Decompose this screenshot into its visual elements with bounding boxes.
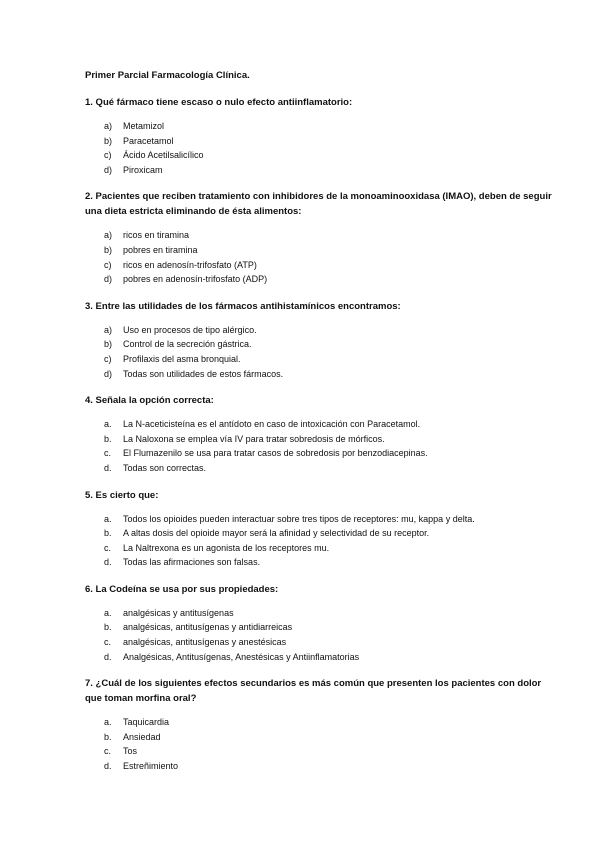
- answer-option: [85, 134, 560, 149]
- question-stem: 1. Qué fármaco tiene escaso o nulo efecto antiinflamatorio:: [85, 97, 353, 108]
- answer-option: [85, 730, 560, 745]
- question-2: [85, 189, 560, 286]
- answer-option: [85, 620, 560, 635]
- option-marker: a.: [104, 419, 112, 430]
- option-marker: d): [104, 274, 113, 285]
- option-marker: d.: [104, 761, 112, 772]
- option-text: Todas son correctas.: [123, 462, 207, 473]
- question-stem: 5. Es cierto que:: [85, 489, 159, 501]
- option-marker: d): [104, 164, 113, 175]
- answer-option: [85, 228, 560, 243]
- option-marker: b.: [104, 731, 112, 742]
- option-text: Taquicardia: [123, 717, 170, 728]
- option-text: El Flumazenilo se usa para tratar casos de sobredosis por benzodiacepinas.: [123, 448, 428, 459]
- option-marker: d.: [104, 557, 112, 568]
- option-marker: c.: [104, 448, 112, 459]
- question-4: [85, 393, 560, 475]
- answer-option: [85, 323, 560, 338]
- option-text: Metamizol: [123, 121, 165, 131]
- option-text: pobres en tiramina: [123, 244, 198, 255]
- answer-option: [85, 337, 560, 352]
- answer-option: [85, 352, 560, 367]
- answer-option: [85, 446, 560, 461]
- option-text: La N-aceticisteína es el antídoto en caso de intoxicación con Paracetamol.: [123, 419, 421, 430]
- answer-option: [85, 555, 560, 570]
- answer-option: [85, 272, 560, 287]
- option-marker: c.: [104, 746, 112, 757]
- option-text: Piroxicam: [123, 164, 163, 175]
- option-text: pobres en adenosín-trifosfato (ADP): [123, 274, 268, 285]
- answer-option: [85, 417, 560, 432]
- option-marker: a.: [104, 513, 112, 524]
- option-marker: b): [104, 244, 113, 255]
- question-stem: 3. Entre las utilidades de los fármacos antihistamínicos encontramos:: [85, 300, 401, 312]
- question-stem: 7. ¿Cuál de los siguientes efectos secundarios es más común que presenten los pacientes con dolor que toman morfina oral?: [85, 678, 542, 705]
- option-marker: c): [104, 259, 112, 270]
- option-list: [85, 228, 560, 286]
- question-1: [85, 95, 560, 177]
- option-marker: a): [104, 121, 113, 131]
- option-marker: b.: [104, 622, 112, 633]
- option-text: analgésicas, antitusígenas y antidiarreicas: [123, 622, 293, 633]
- question-list: [85, 95, 560, 774]
- option-marker: c.: [104, 542, 112, 553]
- question-stem: 2. Pacientes que reciben tratamiento con inhibidores de la monoaminooxidasa (IMAO), deben de seguir una dieta estricta eliminando de ésta alimentos:: [85, 191, 552, 218]
- question-6: [85, 582, 560, 664]
- answer-option: [85, 541, 560, 556]
- option-text: Todos los opioides pueden interactuar sobre tres tipos de receptores: mu, kappa y delta.: [123, 513, 475, 524]
- answer-option: [85, 744, 560, 759]
- option-list: [85, 715, 560, 773]
- option-text: La Naltrexona es un agonista de los receptores mu.: [123, 542, 330, 553]
- option-marker: b.: [104, 433, 112, 444]
- answer-option: [85, 715, 560, 730]
- option-text: A altas dosis del opioide mayor será la afinidad y selectividad de su receptor.: [123, 528, 430, 539]
- option-marker: c): [104, 353, 112, 364]
- option-marker: a.: [104, 607, 112, 618]
- option-text: Todas son utilidades de estos fármacos.: [123, 368, 284, 379]
- answer-option: [85, 148, 560, 163]
- option-text: Estreñimiento: [123, 761, 179, 772]
- answer-option: [85, 606, 560, 621]
- option-marker: d): [104, 368, 113, 379]
- answer-option: [85, 461, 560, 476]
- option-marker: c): [104, 150, 112, 161]
- option-text: La Naloxona se emplea vía IV para tratar sobredosis de mórficos.: [123, 433, 385, 444]
- answer-option: [85, 163, 560, 178]
- option-text: Ácido Acetilsalicílico: [123, 150, 204, 161]
- option-text: analgésicas y antitusígenas: [123, 607, 234, 618]
- question-7: [85, 676, 560, 773]
- answer-option: [85, 650, 560, 665]
- option-marker: a.: [104, 717, 112, 728]
- option-text: Profilaxis del asma bronquial.: [123, 353, 241, 364]
- option-marker: a): [104, 324, 113, 335]
- option-list: [85, 417, 560, 475]
- option-text: Todas las afirmaciones son falsas.: [123, 557, 261, 568]
- option-marker: c.: [104, 637, 112, 648]
- option-text: Control de la secreción gástrica.: [123, 339, 252, 350]
- option-text: Analgésicas, Antitusígenas, Anestésicas y Antiinflamatorias: [123, 651, 360, 662]
- question-stem: 4. Señala la opción correcta:: [85, 395, 214, 407]
- option-list: [85, 323, 560, 381]
- answer-option: [85, 367, 560, 382]
- answer-option: [85, 635, 560, 650]
- answer-option: [85, 759, 560, 774]
- answer-option: [85, 119, 560, 134]
- option-text: Ansiedad: [123, 731, 161, 742]
- option-marker: b.: [104, 528, 112, 539]
- answer-option: [85, 258, 560, 273]
- answer-option: [85, 512, 560, 527]
- option-text: analgésicas, antitusígenas y anestésicas: [123, 637, 287, 648]
- question-stem: 6. La Codeína se usa por sus propiedades:: [85, 583, 279, 595]
- option-marker: b): [104, 339, 113, 350]
- option-text: ricos en adenosín-trifosfato (ATP): [123, 259, 257, 270]
- option-text: ricos en tiramina: [123, 230, 190, 241]
- option-marker: b): [104, 135, 113, 146]
- answer-option: [85, 243, 560, 258]
- option-text: Paracetamol: [123, 135, 174, 146]
- option-marker: d.: [104, 462, 112, 473]
- option-marker: a): [104, 230, 113, 241]
- option-list: [85, 512, 560, 570]
- option-list: [85, 606, 560, 664]
- document-title: Primer Parcial Farmacología Clínica.: [85, 70, 250, 81]
- option-text: Uso en procesos de tipo alérgico.: [123, 324, 257, 335]
- option-list: [85, 119, 560, 177]
- question-5: [85, 488, 560, 570]
- answer-option: [85, 432, 560, 447]
- option-marker: d.: [104, 651, 112, 662]
- option-text: Tos: [123, 746, 138, 757]
- answer-option: [85, 526, 560, 541]
- question-3: [85, 299, 560, 381]
